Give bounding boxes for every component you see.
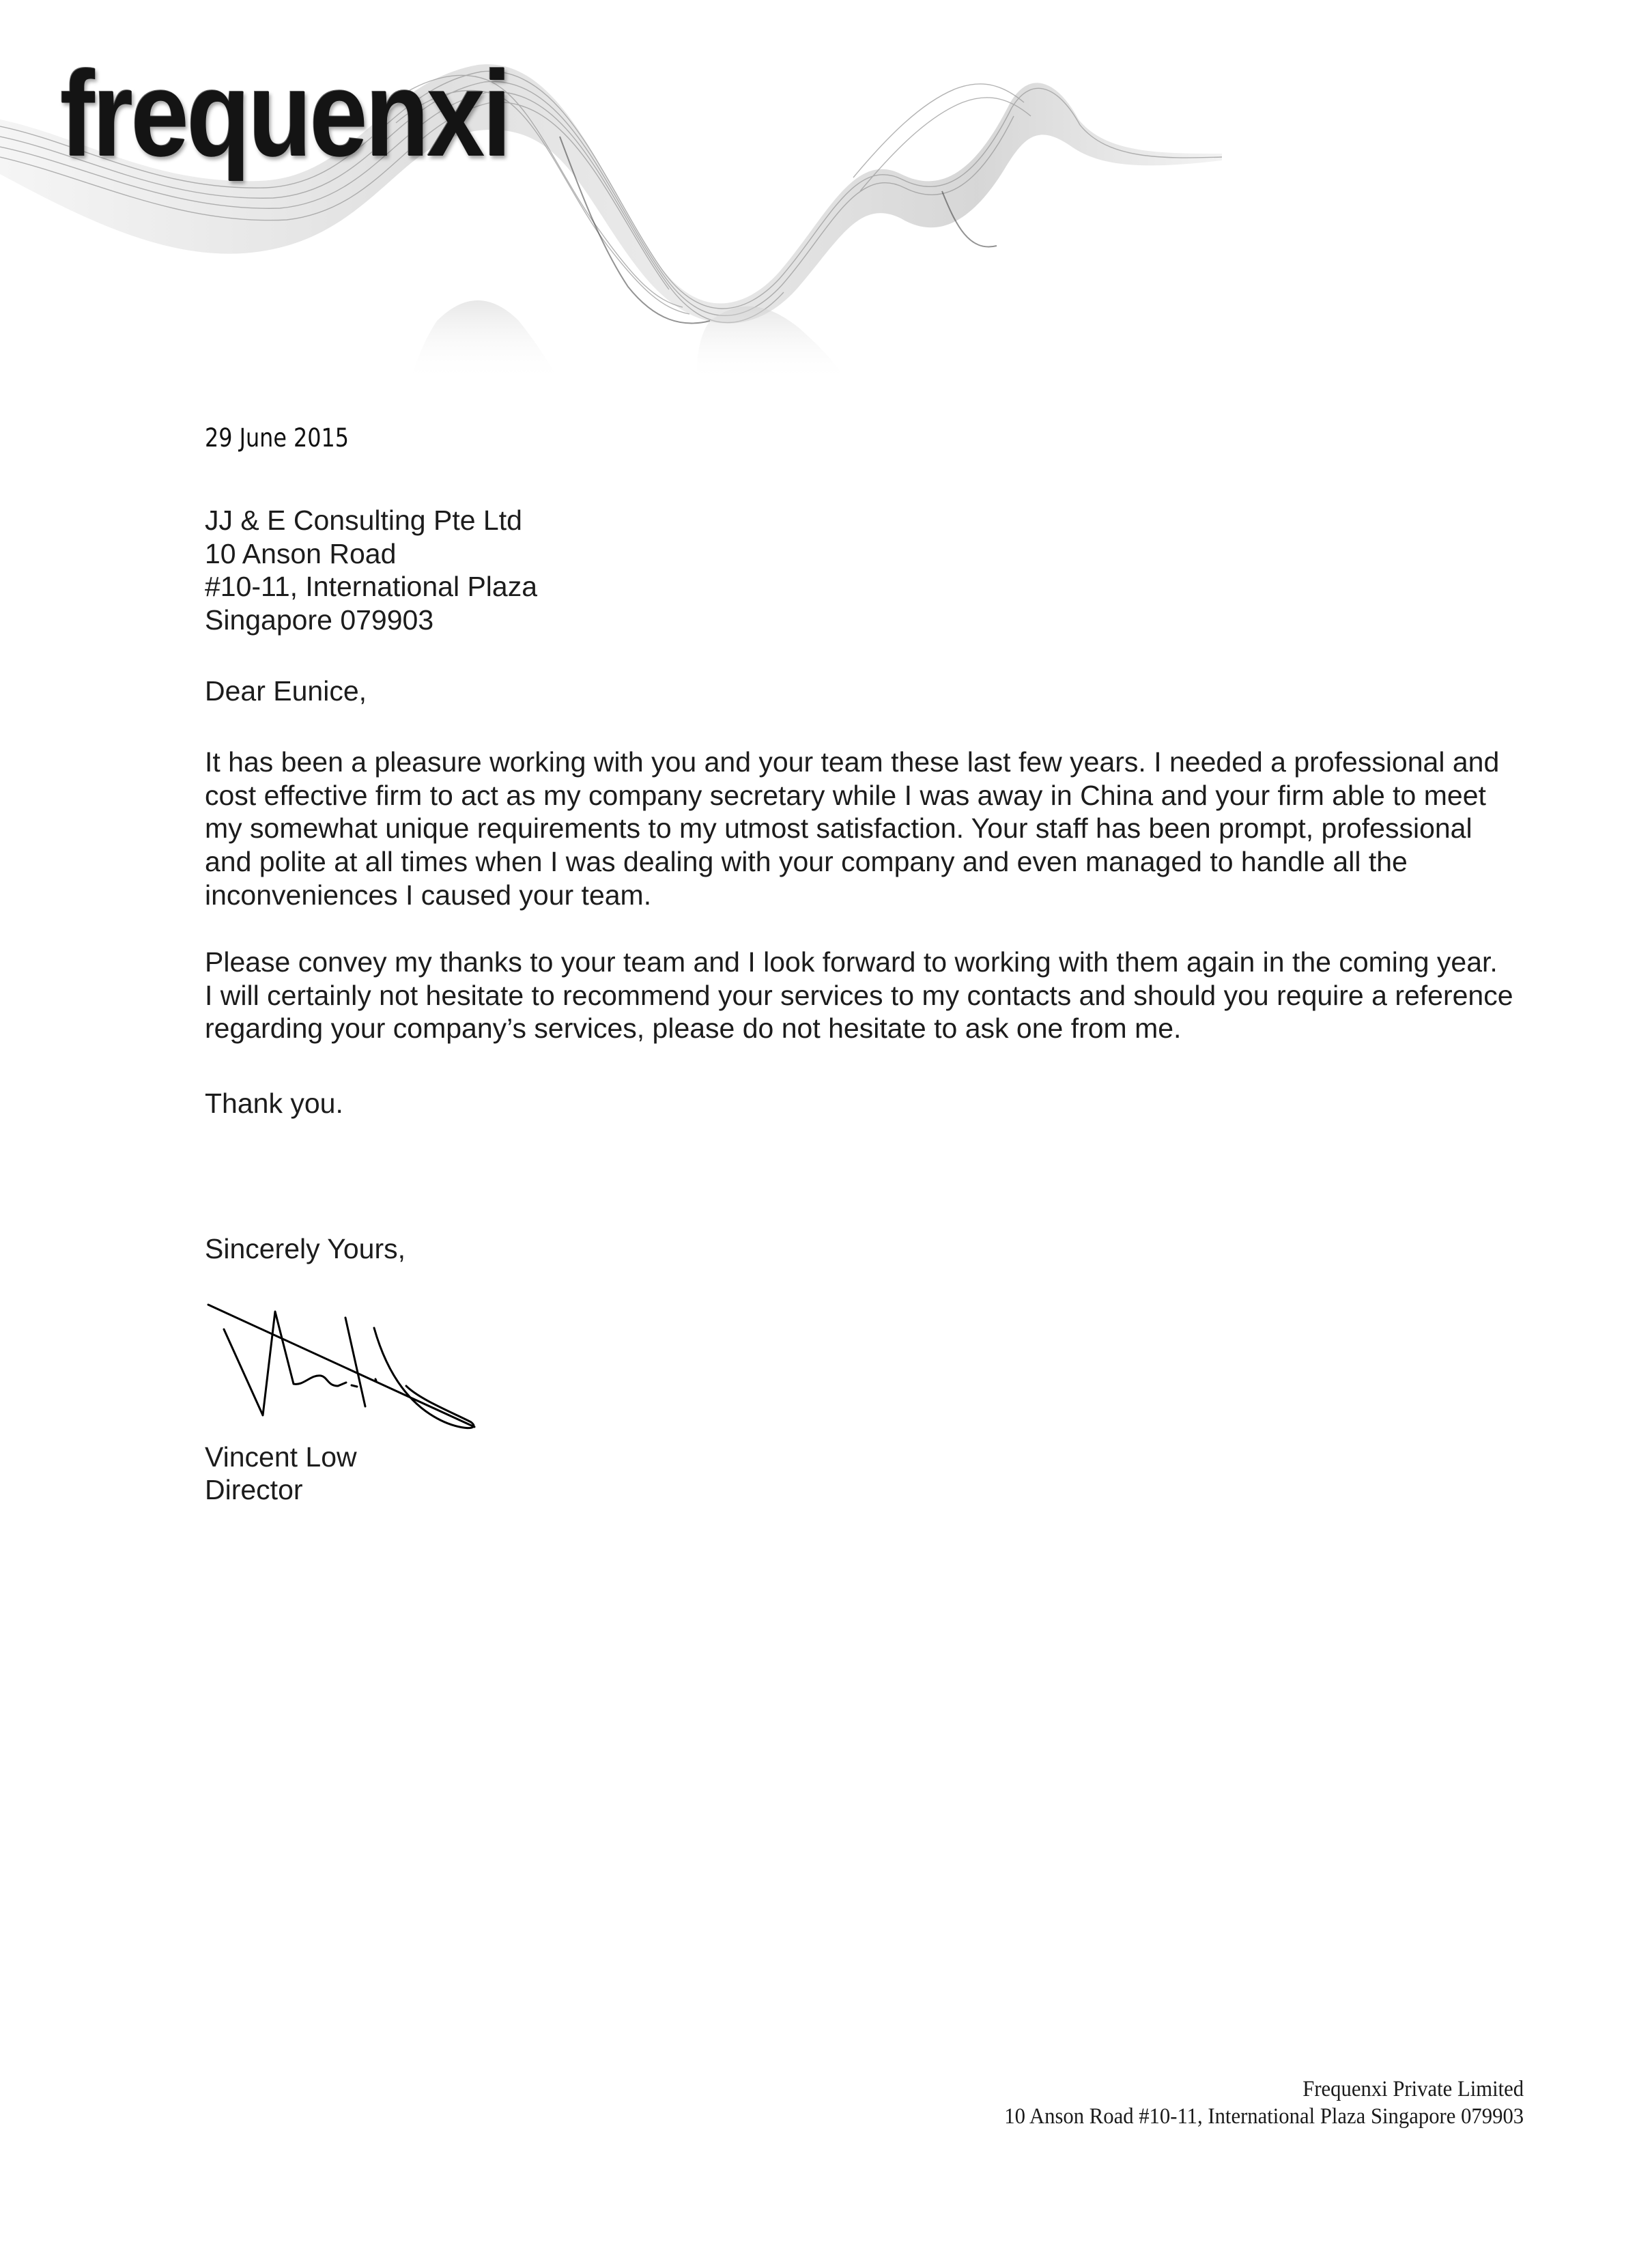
paragraph-line: my somewhat unique requirements to my utmost satisfaction. Your staff has been prompt, professional bbox=[205, 812, 1472, 845]
footer bbox=[965, 2075, 1524, 2130]
wave-reflection bbox=[410, 300, 560, 382]
paragraph-line: cost effective firm to act as my company secretary while I was away in China and your firm able to meet bbox=[205, 779, 1486, 811]
letterhead bbox=[0, 0, 1229, 382]
signer-title: Director bbox=[205, 1474, 303, 1505]
recipient-company: JJ & E Consulting Pte Ltd bbox=[205, 505, 522, 536]
company-logo: frequenxi bbox=[60, 46, 510, 182]
paragraph-line: and polite at all times when I was dealing with your company and even managed to handle all the bbox=[205, 846, 1408, 878]
salutation: Dear Eunice, bbox=[205, 675, 367, 707]
closing: Sincerely Yours, bbox=[205, 1233, 406, 1264]
recipient-address bbox=[205, 504, 537, 637]
paragraph-line: regarding your company’s services, please do not hesitate to ask one from me. bbox=[205, 1012, 1182, 1045]
recipient-street: 10 Anson Road bbox=[205, 537, 397, 569]
body-paragraph-1 bbox=[205, 746, 1499, 912]
body-paragraph-2 bbox=[205, 946, 1513, 1045]
recipient-city: Singapore 079903 bbox=[205, 604, 434, 636]
letter-date: 29 June 2015 bbox=[205, 423, 349, 453]
recipient-unit: #10-11, International Plaza bbox=[205, 571, 538, 603]
thank-you-line: Thank you. bbox=[205, 1088, 343, 1119]
paragraph-line: It has been a pleasure working with you and your team these last few years. I needed a professional and bbox=[205, 746, 1500, 778]
signer-name: Vincent Low bbox=[205, 1441, 357, 1473]
footer-company: Frequenxi Private Limited bbox=[1302, 2077, 1524, 2101]
handwritten-signature bbox=[201, 1301, 488, 1444]
paragraph-line: I will certainly not hesitate to recommend your services to my contacts and should you require a reference bbox=[205, 979, 1513, 1011]
paragraph-line: inconveniences I caused your team. bbox=[205, 879, 652, 911]
paragraph-line: Please convey my thanks to your team and I look forward to working with them again in the coming year. bbox=[205, 946, 1498, 978]
footer-address: 10 Anson Road #10-11, International Plaza Singapore 079903 bbox=[1004, 2104, 1524, 2129]
